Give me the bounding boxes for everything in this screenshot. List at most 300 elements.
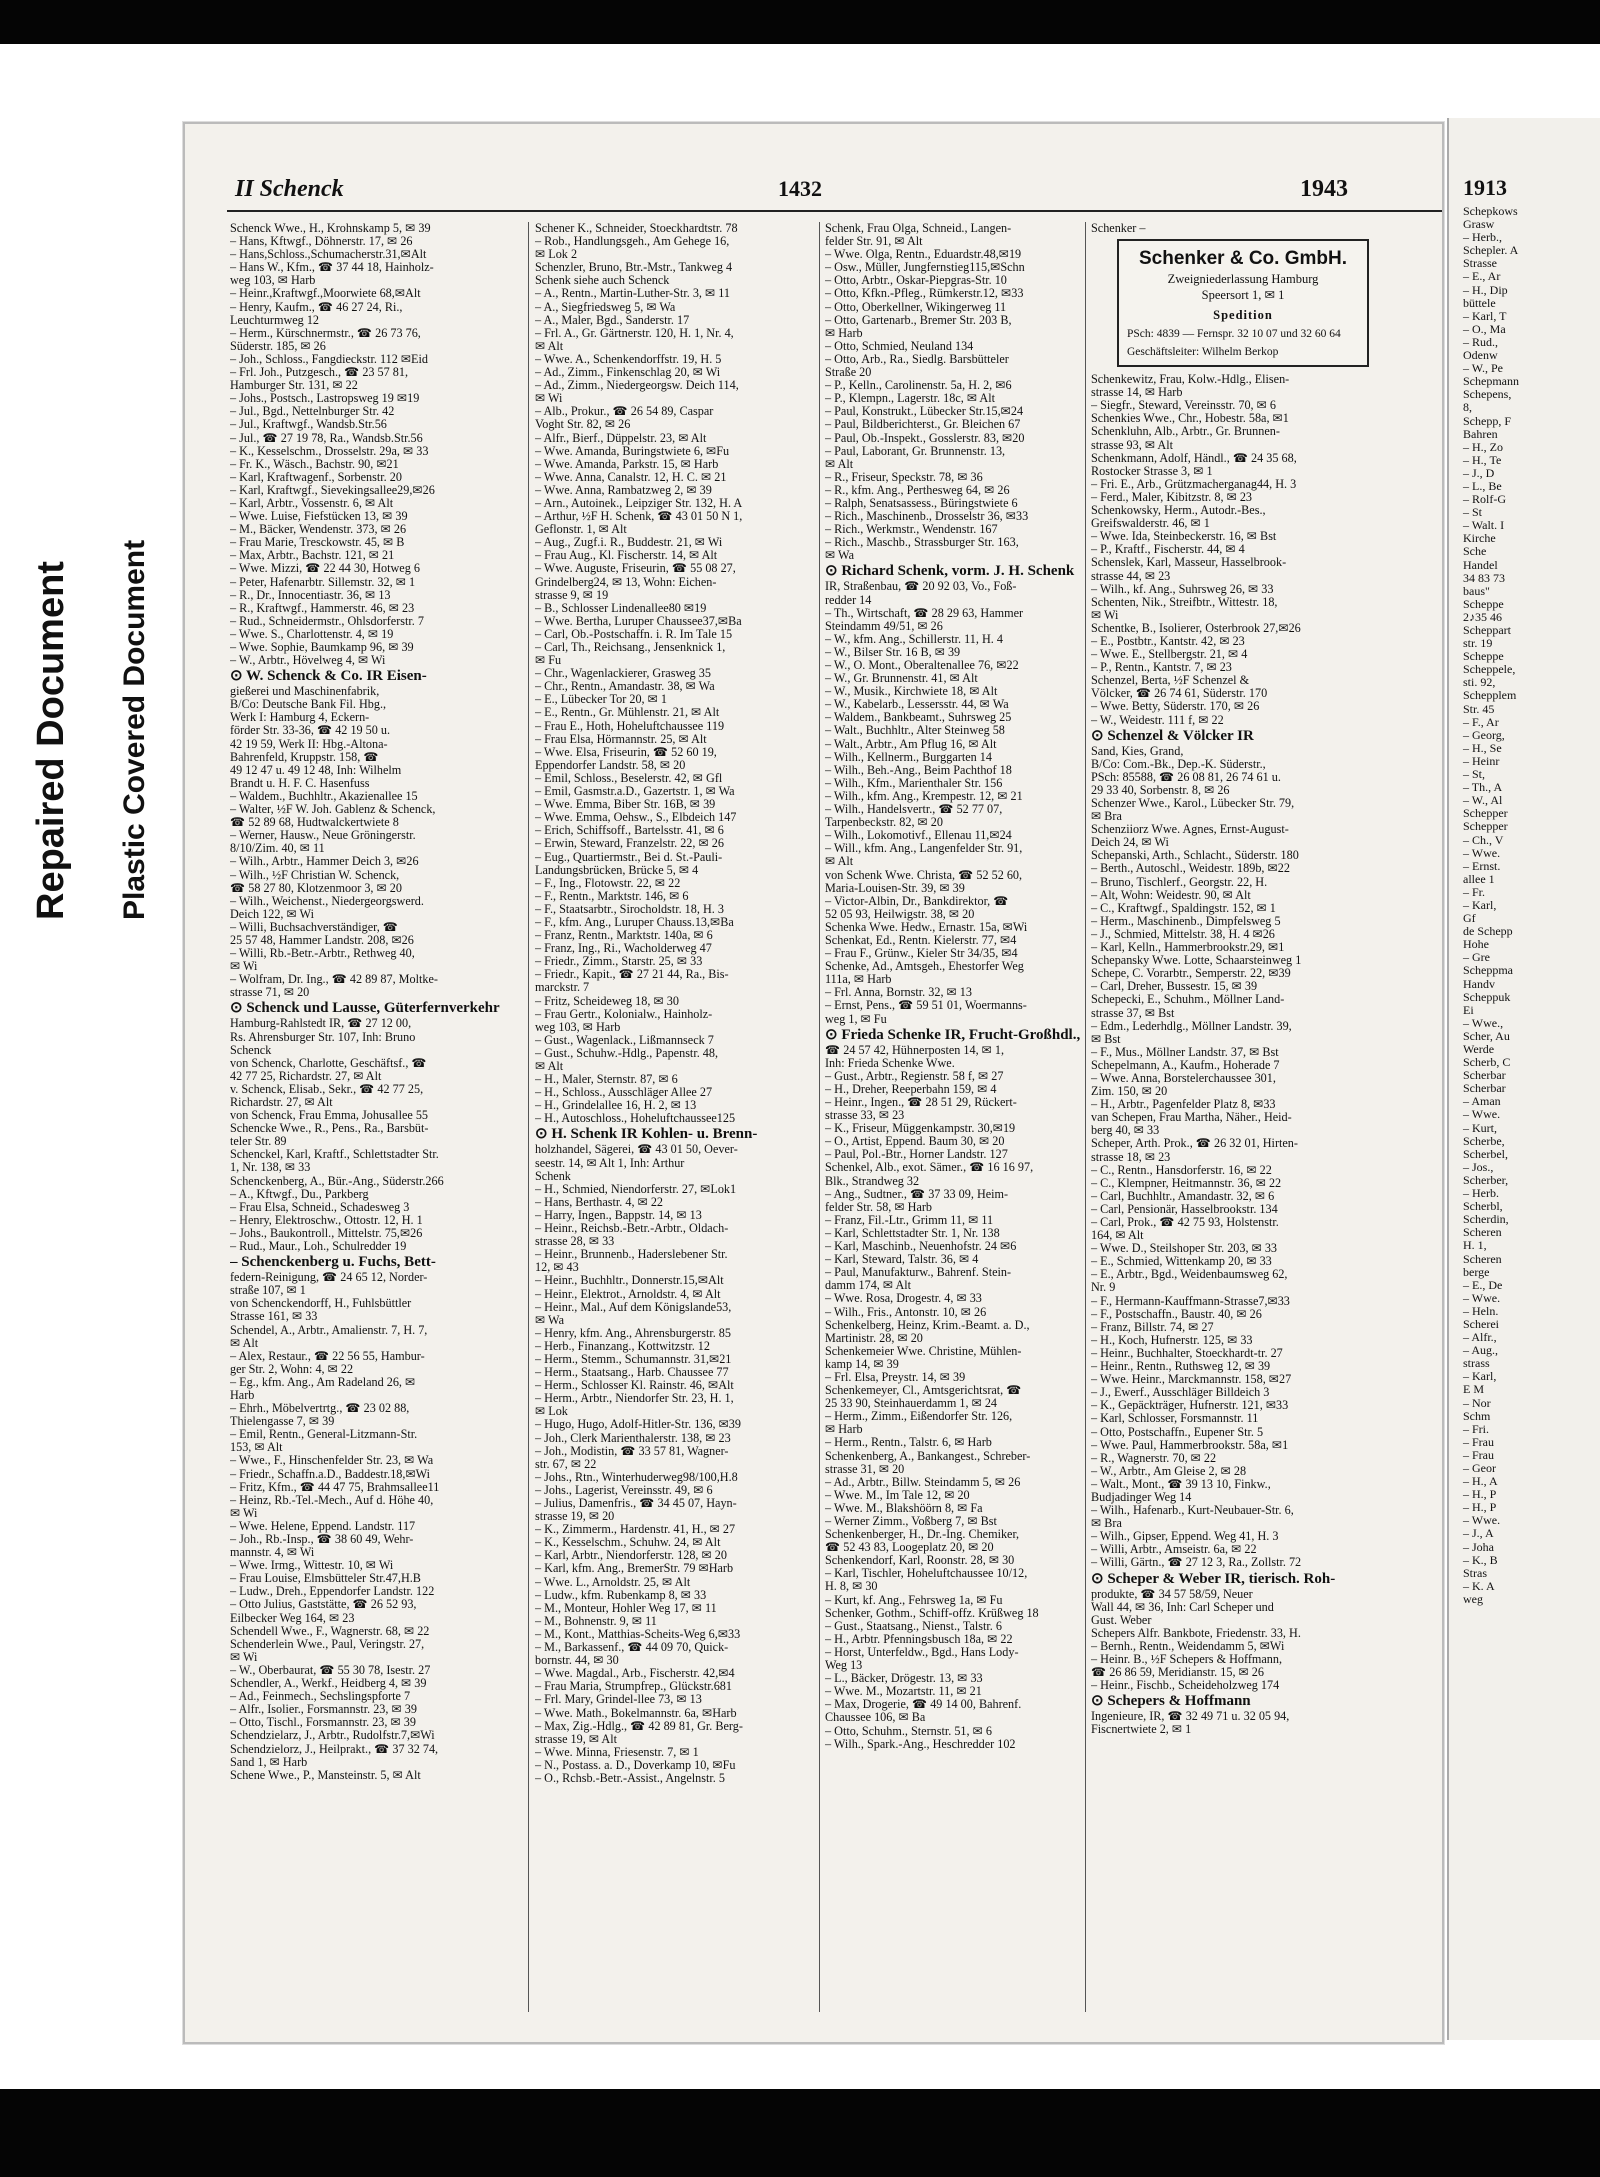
adjacent-entry-line: – H., Se — [1463, 740, 1502, 755]
directory-entry-line: – H., Schmied, Niendorferstr. 27, ✉Lok1 — [535, 1182, 737, 1196]
directory-entry-line: 1, Nr. 138, ✉ 33 — [230, 1161, 311, 1175]
directory-entry-line: strasse 28, ✉ 33 — [535, 1235, 615, 1249]
adjacent-entry-line: – Heln. — [1463, 1303, 1499, 1318]
directory-entry-line: ✉ Alt — [230, 1336, 259, 1350]
directory-entry-line: – Ernst, Pens., ☎ 59 51 01, Woermanns- — [825, 999, 1027, 1013]
adjacent-entry-line: – H., P — [1463, 1500, 1497, 1515]
directory-entry-line: Rs. Ahrensburger Str. 107, Inh: Bruno — [230, 1030, 416, 1044]
directory-entry-line: 49 12 47 u. 49 12 48, Inh: Wilhelm — [230, 763, 402, 777]
directory-entry-line: – Will., kfm. Ang., Langenfelder Str. 91, — [825, 842, 1023, 856]
adjacent-entry-line: berge — [1463, 1264, 1490, 1279]
directory-entry-line: Deich 24, ✉ Wi — [1091, 836, 1169, 850]
column-divider — [528, 222, 529, 2012]
directory-entry-line: – Paul, Pol.-Btr., Horner Landstr. 127 — [825, 1148, 1008, 1162]
directory-entry-line: – Wwe. Bertha, Luruper Chaussee37,✉Ba — [535, 614, 742, 628]
directory-entry-line: – Otto, Schmied, Neuland 134 — [825, 339, 974, 353]
directory-entry-line: – Ad., Zimm., Niedergeorgsw. Deich 114, — [535, 379, 739, 393]
directory-entry-line: Deich 122, ✉ Wi — [230, 907, 314, 921]
directory-entry-line: – Herm., Maschinenb., Dimpfelsweg 5 — [1091, 914, 1281, 928]
directory-entry-line: – Ralph, Senatsassess., Büringstwiete 6 — [825, 496, 1018, 510]
directory-entry-line: – Rud., Schneidermstr., Ohlsdorferstr. 7 — [230, 614, 424, 628]
directory-entry-line: ☎ 52 89 68, Hudtwalckertwiete 8 — [230, 816, 399, 830]
adjacent-entry-line: Odenw — [1463, 348, 1498, 363]
directory-entry-line: ☎ 52 43 83, Loogeplatz 20, ✉ 20 — [825, 1541, 994, 1555]
directory-entry-line: – Wwe. Emma, Biber Str. 16B, ✉ 39 — [535, 798, 716, 812]
directory-entry-line: – Frau Louise, Elmsbütteler Str.47,H.B — [230, 1572, 421, 1586]
directory-entry-line: B/Co: Deutsche Bank Fil. Hbg., — [230, 698, 387, 712]
adjacent-entry-line: büttele — [1463, 295, 1496, 310]
directory-entry-line: – P., Kraftf., Fischerstr. 44, ✉ 4 — [1091, 543, 1245, 557]
directory-entry-line: Hamburg-Rahlstedt IR, ☎ 27 12 00, — [230, 1017, 412, 1031]
directory-entry-line: Völcker, ☎ 26 74 61, Süderstr. 170 — [1091, 687, 1268, 701]
directory-entry-line: – Alex, Restaur., ☎ 22 56 55, Hambur- — [230, 1349, 425, 1363]
directory-entry-line: – Wwe. Amanda, Buringstwiete 6, ✉Fu — [535, 444, 730, 458]
directory-entry-line: – Herm., Schlosser Kl. Rainstr. 46, ✉Alt — [535, 1379, 734, 1393]
directory-entry-line: mannstr. 4, ✉ Wi — [230, 1546, 315, 1560]
directory-entry-line: Schepanski, Arth., Schlacht., Süderstr. 180 — [1091, 849, 1299, 863]
directory-entry-line: Schenckenberg, A., Bür.-Ang., Süderstr.266 — [230, 1174, 444, 1188]
directory-entry-line: ✉ Wa — [535, 1313, 564, 1327]
adjacent-entry-line: Scherbar — [1463, 1068, 1506, 1083]
directory-entry-line: 52 05 93, Heilwigstr. 38, ✉ 20 — [825, 907, 975, 921]
directory-entry-line: strasse 31, ✉ 20 — [825, 1462, 905, 1476]
directory-entry-line: Schepe, C. Vorarbtr., Semperstr. 22, ✉39 — [1091, 967, 1291, 981]
directory-entry-line: Süderstr. 185, ✉ 26 — [230, 339, 326, 353]
directory-entry-line: Schendel, A., Arbtr., Amalienstr. 7, H. 7, — [230, 1323, 428, 1337]
directory-entry-line: Sand 1, ✉ Harb — [230, 1755, 308, 1769]
directory-entry-line: Harb — [230, 1388, 255, 1402]
directory-entry-line: – Hans, Kftwgf., Döhnerstr. 17, ✉ 26 — [230, 235, 413, 249]
directory-entry-line: – Friedr., Zimm., Starstr. 25, ✉ 33 — [535, 955, 703, 969]
directory-entry-line: – Wilh., Arbtr., Hammer Deich 3, ✉26 — [230, 855, 419, 869]
directory-entry-line: v. Schenck, Elisab., Sekr., ☎ 42 77 25, — [230, 1082, 424, 1096]
directory-entry-line: – Bruno, Tischlerf., Georgstr. 22, H. — [1091, 875, 1268, 889]
directory-entry-line: holzhandel, Sägerei, ☎ 43 01 50, Oever- — [535, 1143, 738, 1157]
directory-entry-line: seestr. 14, ✉ Alt 1, Inh: Arthur — [535, 1156, 685, 1170]
directory-entry-line: strasse 33, ✉ 23 — [825, 1109, 905, 1123]
directory-entry-line: – Paul, Ob.-Inspekt., Gosslerstr. 83, ✉20 — [825, 431, 1025, 445]
directory-entry-line: Schene Wwe., P., Mansteinstr. 5, ✉ Alt — [230, 1768, 421, 1782]
directory-entry-line: – Frl. Anna, Bornstr. 32, ✉ 13 — [825, 986, 972, 1000]
directory-entry-line: 164, ✉ Alt — [1091, 1229, 1144, 1243]
adjacent-entry-line: Schepmann — [1463, 374, 1519, 389]
directory-entry-line: – M., Kont., Matthias-Scheits-Weg 6,✉33 — [535, 1627, 741, 1641]
directory-entry-line: – Wilh., kfm. Ang., Krempestr. 12, ✉ 21 — [825, 789, 1023, 803]
directory-entry-line: – Frau Elsa, Schneid., Schadesweg 3 — [230, 1200, 410, 1214]
adjacent-entry-line: Schepler. A — [1463, 243, 1519, 258]
directory-entry-line: – Johs., Postsch., Lastropsweg 19 ✉19 — [230, 392, 420, 406]
directory-entry-line: – Wwe. Emma, Oehsw., S., Elbdeich 147 — [535, 811, 737, 825]
directory-entry-line: – Otto, Arbtr., Oskar-Piepgras-Str. 10 — [825, 274, 1007, 288]
directory-entry-line: ✉ Wi — [1091, 608, 1119, 622]
directory-entry-line: – Heinr., Elektrot., Arnoldstr. 4, ✉ Alt — [535, 1287, 721, 1301]
directory-entry-line: Schenzer Wwe., Karol., Lübecker Str. 79, — [1091, 797, 1295, 810]
adjacent-entry-line: Ei — [1463, 1002, 1474, 1017]
directory-entry-line: – Wwe. A., Schenkendorffstr. 19, H. 5 — [535, 352, 722, 366]
directory-entry-line: – Heinr.,Kraftwgf.,Moorwiete 68,✉Alt — [230, 287, 421, 301]
directory-entry-line: – Wilh., Fris., Antonstr. 10, ✉ 26 — [825, 1305, 987, 1319]
directory-entry-line: strasse 19, ✉ 20 — [535, 1510, 615, 1524]
adjacent-entry-line: Scheppele, — [1463, 662, 1516, 677]
directory-entry-line: strasse 93, ✉ Alt — [1091, 438, 1173, 452]
directory-entry-line: – Herm., Zimm., Eißendorfer Str. 126, — [825, 1410, 1013, 1424]
directory-entry-line: – Erich, Schiffsoff., Bartelsstr. 41, ✉ 6 — [535, 824, 724, 838]
adjacent-entry-line: 8, — [1463, 400, 1472, 415]
directory-entry-line: – Heinr., Buchhalter, Stoeckhardt-tr. 27 — [1091, 1346, 1283, 1360]
directory-entry-line: ⊙ Schenzel & Völcker IR — [1091, 727, 1254, 744]
directory-entry-line: – Wwe. Sophie, Baumkamp 96, ✉ 39 — [230, 641, 414, 654]
directory-entry-line: ⊙ Scheper & Weber IR, tierisch. Roh- — [1091, 1570, 1336, 1587]
directory-entry-line: – Walt., Mont., ☎ 39 13 10, Finkw., — [1091, 1477, 1271, 1491]
directory-entry-line: – Wwe. M., Mozartstr. 11, ✉ 21 — [825, 1685, 982, 1699]
directory-entry-line: ⊙ W. Schenck & Co. IR Eisen- — [230, 668, 427, 685]
directory-entry-line: ✉ Lok — [535, 1405, 568, 1419]
directory-entry-line: Schenten, Nik., Streifbtr., Wittestr. 18, — [1091, 595, 1278, 609]
directory-entry-line: – Frau E., Hoth, Hoheluftchaussee 119 — [535, 719, 725, 733]
directory-entry-line: – Wwe. Luise, Fiefstücken 13, ✉ 39 — [230, 510, 408, 524]
directory-entry-line: – Waldem., Buchhltr., Akazienallee 15 — [230, 789, 418, 803]
directory-entry-line: – H., Arbtr., Pagenfelder Platz 8, ✉33 — [1091, 1098, 1276, 1112]
directory-entry-line: – Rich., Maschinenb., Drosselstr 36, ✉33 — [825, 510, 1029, 524]
directory-entry-line: – F., Ing., Flotowstr. 22, ✉ 22 — [535, 876, 681, 890]
directory-entry-line: – P., Klempn., Lagerstr. 18c, ✉ Alt — [825, 392, 995, 406]
directory-entry-line: – Fritz, Scheideweg 18, ✉ 30 — [535, 994, 679, 1008]
directory-entry-line: – Carl, Ob.-Postschaffn. i. R. Im Tale 15 — [535, 627, 733, 641]
directory-entry-line: Martinistr. 28, ✉ 20 — [825, 1331, 923, 1345]
adjacent-entry-line: Handel — [1463, 557, 1498, 572]
directory-entry-line: Schenk siehe auch Schenck — [535, 274, 670, 288]
directory-entry-line: Tarpenbeckstr. 82, ✉ 20 — [825, 816, 943, 830]
adjacent-entry-line: – F., Ar — [1463, 714, 1499, 729]
directory-entry-line: – Eug., Quartiermstr., Bei d. St.-Pauli- — [535, 850, 723, 864]
directory-entry-line: – Heinr., Ingen., ☎ 28 51 29, Rückert- — [825, 1096, 1017, 1109]
adjacent-entry-line: – K., B — [1463, 1552, 1498, 1567]
directory-entry-line: strasse 37, ✉ Bst — [1091, 1006, 1175, 1020]
directory-entry-line: Schenk, Frau Olga, Schneid., Langen- — [825, 222, 1012, 235]
adjacent-entry-line: Stras — [1463, 1565, 1487, 1580]
directory-entry-line: – Friedr., Kapit., ☎ 27 21 44, Ra., Bis- — [535, 968, 729, 982]
directory-entry-line: produkte, ☎ 34 57 58/59, Neuer — [1091, 1587, 1253, 1601]
directory-entry-line: – Otto, Kfkn.-Pfleg., Rümkerstr.12, ✉33 — [825, 287, 1024, 301]
directory-entry-line: Landungsbrücken, Brücke 5, ✉ 4 — [535, 863, 699, 877]
directory-entry-line: – Joh., Clerk Marienthalerstr. 138, ✉ 23 — [535, 1431, 731, 1445]
directory-entry-line: – Walter, ½F W. Joh. Gablenz & Schenck, — [230, 803, 436, 817]
adjacent-entry-line: H. 1, — [1463, 1238, 1487, 1253]
adjacent-entry-line: Str. 45 — [1463, 701, 1495, 716]
scanner-top-border — [0, 0, 1600, 44]
directory-entry-line: – Frl. Mary, Grindel-llee 73, ✉ 13 — [535, 1693, 702, 1707]
directory-entry-line: – Johs., Baukontroll., Mittelstr. 75,✉26 — [230, 1226, 423, 1240]
directory-entry-line: – Heinr., Reichsb.-Betr.-Arbtr., Oldach- — [535, 1222, 729, 1236]
directory-entry-line: Schenker – — [1091, 222, 1146, 235]
directory-entry-line: – Carl, Dreher, Bussestr. 15, ✉ 39 — [1091, 980, 1258, 994]
directory-entry-line: – Edm., Lederhdlg., Möllner Landstr. 39, — [1091, 1019, 1292, 1033]
directory-entry-line: – Emil, Rentn., General-Litzmann-Str. — [230, 1428, 418, 1442]
directory-entry-line: ✉ Lok 2 — [535, 248, 578, 262]
adjacent-entry-line: – W., Al — [1463, 793, 1503, 808]
directory-entry-line: Wall 44, ✉ 36, Inh: Carl Scheper und — [1091, 1600, 1274, 1614]
directory-entry-line: Blk., Strandweg 32 — [825, 1174, 920, 1188]
directory-entry-line: Rostocker Strasse 3, ✉ 1 — [1091, 464, 1213, 478]
adjacent-entry-line: Scheren — [1463, 1251, 1502, 1266]
column-2 — [535, 222, 827, 2022]
directory-entry-line: ✉ Wi — [230, 1650, 258, 1664]
adjacent-entry-line: Schepper — [1463, 819, 1508, 834]
directory-entry-line: – P., Rentn., Kantstr. 7, ✉ 23 — [1091, 661, 1232, 675]
adjacent-entry-line: de Schepp — [1463, 924, 1513, 939]
adjacent-entry-line: Scher, Au — [1463, 1028, 1510, 1043]
directory-entry-line: – Jul., ☎ 27 19 78, Ra., Wandsb.Str.56 — [230, 431, 423, 445]
directory-entry-line: – H., Koch, Hufnerstr. 125, ✉ 33 — [1091, 1333, 1253, 1347]
directory-entry-line: – Karl, Maschinb., Neuenhofstr. 24 ✉6 — [825, 1240, 1017, 1254]
directory-entry-line: – Paul, Laborant, Gr. Brunnenstr. 13, — [825, 444, 1006, 458]
directory-entry-line: strasse 19, ✉ Alt — [535, 1732, 617, 1746]
directory-entry-line: Schenk — [535, 1169, 571, 1183]
adjacent-entry-line: – Herb., — [1463, 230, 1502, 245]
directory-entry-line: Schenkowsky, Herm., Autodr.-Bes., — [1091, 504, 1266, 518]
directory-entry-line: – Rud., Maur., Loh., Schulredder 19 — [230, 1240, 407, 1254]
directory-entry-line: – Henry, kfm. Ang., Ahrensburgerstr. 85 — [535, 1326, 731, 1340]
directory-entry-line: – Willi, Gärtn., ☎ 27 12 3, Ra., Zollstr. 72 — [1091, 1556, 1302, 1570]
directory-entry-line: Schepelmann, A., Kaufm., Hoherade 7 — [1091, 1058, 1280, 1072]
adjacent-entry-line: Schepp, F — [1463, 413, 1511, 428]
directory-entry-line: – Wwe. Heinr., Marckmannstr. 158, ✉27 — [1091, 1373, 1292, 1387]
directory-entry-line: ✉ Alt — [535, 1060, 564, 1073]
directory-entry-line: ⊙ Richard Schenk, vorm. J. H. Schenk — [825, 563, 1075, 580]
adjacent-entry-line: Scheppe — [1463, 649, 1504, 664]
directory-entry-line: – Paul, Manufakturw., Bahrenf. Stein- — [825, 1266, 1012, 1280]
directory-entry-line: – K., Zimmerm., Hardenstr. 41, H., ✉ 27 — [535, 1523, 736, 1537]
directory-entry-line: – Herb., Finanzang., Kottwitzstr. 12 — [535, 1339, 710, 1353]
directory-entry-line: ⊙ Frieda Schenke IR, Frucht-Großhdl., — [825, 1026, 1081, 1043]
directory-entry-line: – Herm., Staatsang., Harb. Chaussee 77 — [535, 1366, 729, 1380]
ad-subtitle: Zweigniederlassung Hamburg — [1167, 272, 1319, 287]
directory-entry-line: ✉ Bra — [1091, 1517, 1122, 1531]
directory-entry-line: – Franz, Ing., Ri., Wacholderweg 47 — [535, 942, 712, 956]
directory-entry-line: Grindelberg24, ✉ 13, Wohn: Eichen- — [535, 575, 717, 589]
directory-entry-line: – O., Rchsb.-Betr.-Assist., Angelnstr. 5 — [535, 1771, 725, 1785]
directory-entry-line: Schenziiorz Wwe. Agnes, Ernst-August- — [1091, 823, 1289, 837]
adjacent-entry-line: – Walt. I — [1463, 518, 1505, 533]
adjacent-entry-line: – Nor — [1463, 1395, 1491, 1410]
directory-entry-line: ✉ Alt — [825, 855, 854, 869]
directory-entry-line: – Wwe. Auguste, Friseurin, ☎ 55 08 27, — [535, 562, 736, 576]
header-rule — [227, 210, 1442, 212]
directory-entry-line: – R., Kraftwgf., Hammerstr. 46, ✉ 23 — [230, 601, 415, 615]
directory-entry-line: Schenkelberg, Heinz, Krim.-Beamt. a. D., — [825, 1318, 1030, 1332]
adjacent-entry-line: Scheppe — [1463, 596, 1504, 611]
directory-entry-line: – Karl, Arbtr., Vossenstr. 6, ✉ Alt — [230, 496, 394, 510]
directory-entry-line: – Horst, Unterfeldw., Bgd., Hans Lody- — [825, 1645, 1019, 1659]
directory-entry-line: – Wwe. Amanda, Parkstr. 15, ✉ Harb — [535, 457, 719, 471]
directory-entry-line: – L., Bäcker, Drögestr. 13, ✉ 33 — [825, 1672, 983, 1686]
directory-entry-line: Schendzielorz, J., Heilprakt., ☎ 37 32 74, — [230, 1742, 439, 1756]
directory-entry-line: ger Str. 2, Wohn: 4, ✉ 22 — [230, 1362, 354, 1376]
directory-entry-line: IR, Straßenbau, ☎ 20 92 03, Vo., Foß- — [825, 580, 1017, 594]
directory-entry-line: Schenzel, Berta, ½F Schenzel & — [1091, 674, 1250, 688]
directory-entry-line: – Ad., Arbtr., Billw. Steindamm 5, ✉ 26 — [825, 1475, 1021, 1489]
directory-entry-line: – Rich., Maschb., Strassburger Str. 163, — [825, 536, 1019, 550]
directory-entry-line: Eppendorfer Landstr. 58, ✉ 20 — [535, 758, 686, 772]
directory-entry-line: – Heinr., Brunnenb., Haderslebener Str. — [535, 1248, 728, 1262]
directory-entry-line: Schener K., Schneider, Stoeckhardtstr. 78 — [535, 222, 738, 235]
directory-entry-line: – M., Monteur, Hohler Weg 17, ✉ 11 — [535, 1601, 717, 1615]
adjacent-entry-line: – Rud., — [1463, 334, 1499, 349]
directory-entry-line: – Werner Zimm., Voßberg 7, ✉ Bst — [825, 1515, 997, 1528]
directory-entry-line: – K., Kesselschm., Drosselstr. 29a, ✉ 33 — [230, 444, 429, 458]
adjacent-entry-line: – E., De — [1463, 1277, 1503, 1292]
adjacent-entry-line: – Ernst. — [1463, 858, 1501, 873]
directory-entry-line: – W., Weidestr. 111 f, ✉ 22 — [1091, 713, 1224, 727]
directory-entry-line: – Carl, Pensionär, Hasselbrookstr. 134 — [1091, 1202, 1278, 1216]
directory-entry-line: – Friedr., Schaffn.a.D., Baddestr.18,✉Wi — [230, 1467, 431, 1481]
adjacent-entry-line: – Alfr., — [1463, 1330, 1497, 1345]
directory-entry-line: Bahrenfeld, Kruppstr. 158, ☎ — [230, 750, 379, 764]
adjacent-entry-line: Scherei — [1463, 1316, 1499, 1331]
directory-entry-line: – Berth., Autoschl., Weidestr. 189b, ✉22 — [1091, 862, 1290, 876]
directory-entry-line: Weg 13 — [825, 1659, 863, 1673]
directory-entry-line: – Wwe. Rosa, Drogestr. 4, ✉ 33 — [825, 1292, 982, 1306]
directory-entry-line: – Chr., Wagenlackierer, Grasweg 35 — [535, 667, 711, 681]
directory-entry-line: – Willi, Buchsachverständiger, ☎ — [230, 920, 398, 934]
directory-entry-line: – Heinr., Rentn., Ruthsweg 12, ✉ 39 — [1091, 1360, 1271, 1374]
directory-entry-line: – F., kfm. Ang., Luruper Chauss.13,✉Ba — [535, 915, 734, 929]
adjacent-entry-line: – Wwe. — [1463, 1513, 1501, 1528]
directory-entry-line: Inh: Frieda Schenke Wwe. — [825, 1056, 955, 1070]
directory-entry-line: – F., Rentn., Marktstr. 146, ✉ 6 — [535, 889, 689, 903]
directory-entry-line: – W., Kabelarb., Lessersstr. 44, ✉ Wa — [825, 698, 1009, 712]
directory-entry-line: ⊙ H. Schenk IR Kohlen- u. Brenn- — [535, 1126, 758, 1143]
directory-entry-line: – Herm., Kürschnermstr., ☎ 26 73 76, — [230, 326, 421, 340]
directory-entry-line: – Wwe. E., Stellbergstr. 21, ✉ 4 — [1091, 648, 1248, 662]
directory-entry-line: – Ang., Sudtner., ☎ 37 33 09, Heim- — [825, 1187, 1009, 1201]
directory-entry-line: – Emil, Gasmstr.a.D., Gazertstr. 1, ✉ Wa — [535, 785, 735, 799]
directory-entry-line: – Ludw., kfm. Rubenkamp 8, ✉ 33 — [535, 1588, 707, 1602]
adjacent-entry-line: Grasw — [1463, 217, 1495, 232]
directory-entry-line: – Otto, Oberkellner, Wikingerweg 11 — [825, 300, 1007, 314]
directory-entry-line: Schenckel, Karl, Kraftf., Schlettstadter Str. — [230, 1148, 439, 1162]
directory-entry-line: – Wilh., Kfm., Marienthaler Str. 156 — [825, 776, 1003, 790]
adjacent-entry-line: – Fri. — [1463, 1421, 1490, 1436]
directory-entry-line: – Hugo, Hugo, Adolf-Hitler-Str. 136, ✉39 — [535, 1418, 741, 1432]
directory-entry-line: Schendler, A., Werkf., Heidberg 4, ✉ 39 — [230, 1677, 427, 1691]
directory-entry-line: strasse 18, ✉ 23 — [1091, 1150, 1171, 1164]
directory-entry-line: ✉ Fu — [535, 654, 562, 668]
adjacent-entry-line: – H., A — [1463, 1474, 1498, 1489]
directory-entry-line: strasse 14, ✉ Harb — [1091, 386, 1183, 400]
adjacent-entry-line: – Kurt, — [1463, 1120, 1497, 1135]
adjacent-entry-line: Schepplem — [1463, 688, 1517, 703]
directory-entry-line: – Wwe. Mizzi, ☎ 22 44 30, Hotweg 6 — [230, 562, 420, 576]
directory-entry-line: Schenka Wwe. Hedw., Ernastr. 15a, ✉Wi — [825, 920, 1028, 934]
directory-entry-line: – Frl. A., Gr. Gärtnerstr. 120, H. 1, Nr. 4, — [535, 326, 734, 340]
adjacent-entry-line: Scherdin, — [1463, 1212, 1509, 1227]
directory-entry-line: felder Str. 91, ✉ Alt — [825, 235, 923, 249]
directory-entry-line: – F., Staatsarbtr., Sirocholdstr. 18, H. 3 — [535, 902, 724, 916]
directory-entry-line: – Karl, Kelln., Hammerbrookstr.29, ✉1 — [1091, 941, 1285, 955]
adjacent-entry-line: E M — [1463, 1382, 1484, 1397]
directory-entry-line: – Eg., kfm. Ang., Am Radeland 26, ✉ — [230, 1375, 416, 1389]
directory-entry-line: – Ludw., Dreh., Eppendorfer Landstr. 122 — [230, 1585, 435, 1599]
directory-entry-line: ☎ 24 57 42, Hühnerposten 14, ✉ 1, — [825, 1043, 1005, 1057]
directory-entry-line: – Wwe. Elsa, Friseurin, ☎ 52 60 19, — [535, 745, 717, 759]
directory-entry-line: str. 67, ✉ 22 — [535, 1457, 597, 1471]
directory-entry-line: 29 33 40, Sorbenstr. 8, ✉ 26 — [1091, 783, 1230, 797]
directory-entry-line: ☎ 26 86 59, Meridianstr. 15, ✉ 26 — [1091, 1666, 1264, 1680]
directory-entry-line: Gust. Weber — [1091, 1613, 1152, 1627]
directory-entry-line: – Wwe., F., Hinschenfelder Str. 23, ✉ Wa — [230, 1454, 434, 1468]
directory-entry-line: Nr. 9 — [1091, 1281, 1116, 1295]
adjacent-entry-line: – H., P — [1463, 1487, 1497, 1502]
adjacent-entry-line: – Karl, — [1463, 1369, 1497, 1384]
adjacent-entry-line: strass — [1463, 1356, 1490, 1371]
directory-entry-line: – Waldem., Bankbeamt., Suhrsweg 25 — [825, 711, 1012, 725]
ad-phone: PSch: 4839 — Fernspr. 32 10 07 und 32 60 64 — [1127, 328, 1341, 341]
column-1 — [230, 222, 522, 2022]
directory-entry-line: – Alfr., Isolier., Forsmannstr. 23, ✉ 39 — [230, 1703, 417, 1717]
directory-entry-line: Schenkemeier Wwe. Christine, Mühlen- — [825, 1344, 1022, 1358]
directory-entry-line: – Wwe. Minna, Friesenstr. 7, ✉ 1 — [535, 1745, 699, 1759]
adjacent-entry-line: – Fr. — [1463, 884, 1486, 899]
directory-entry-line: – Wilh., Lokomotivf., Ellenau 11,✉24 — [825, 829, 1012, 843]
adjacent-entry-line: – Karl, — [1463, 897, 1497, 912]
adjacent-entry-line: Bahren — [1463, 426, 1498, 441]
directory-entry-line: – Paul, Konstrukt., Lübecker Str.15,✉24 — [825, 405, 1024, 419]
directory-entry-line: – F., Hermann-Kauffmann-Strasse7,✉33 — [1091, 1294, 1290, 1308]
directory-entry-line: – Siegfr., Steward, Vereinsstr. 70, ✉ 6 — [1091, 399, 1276, 413]
directory-entry-line: – Karl, kfm. Ang., BremerStr. 79 ✉Harb — [535, 1562, 734, 1576]
directory-entry-line: – Gust., Schuhw.-Hdlg., Papenstr. 48, — [535, 1046, 719, 1060]
directory-entry-line: 8/10/Zim. 40, ✉ 11 — [230, 842, 325, 856]
adjacent-entry-line: Scherbel, — [1463, 1146, 1508, 1161]
directory-entry-line: – Wwe. M., Blakshöörn 8, ✉ Fa — [825, 1501, 983, 1515]
directory-entry-line: – Erwin, Steward, Franzelstr. 22, ✉ 26 — [535, 837, 724, 851]
ad-title: Schenker & Co. GmbH. — [1139, 248, 1347, 270]
directory-entry-line: Schenck Wwe., H., Krohnskamp 5, ✉ 39 — [230, 222, 431, 235]
directory-entry-line: Schenkat, Ed., Rentn. Kielerstr. 77, ✉4 — [825, 933, 1017, 947]
directory-entry-line: – Peter, Hafenarbtr. Sillemstr. 32, ✉ 1 — [230, 575, 416, 589]
directory-entry-line: Schenzler, Bruno, Btr.-Mstr., Tankweg 4 — [535, 261, 733, 275]
directory-entry-line: Werk I: Hamburg 4, Eckern- — [230, 711, 370, 725]
directory-entry-line: – Hans W., Kfm., ☎ 37 44 18, Hainholz- — [230, 261, 434, 275]
directory-entry-line: teler Str. 89 — [230, 1135, 287, 1149]
adjacent-entry-line: Strasse — [1463, 256, 1497, 271]
directory-entry-line: – Hans,Schloss.,Schumacherstr.31,✉Alt — [230, 248, 427, 262]
directory-entry-line: – Joh., Modistin, ☎ 33 57 81, Wagner- — [535, 1444, 729, 1458]
directory-entry-line: – Frau F., Grünw., Kieler Str 34/35, ✉4 — [825, 947, 1018, 961]
column-4 — [1091, 222, 1431, 2022]
adjacent-entry-line: – K. A — [1463, 1578, 1495, 1593]
directory-entry-line: – Paul, Bildberichterst., Gr. Bleichen 67 — [825, 418, 1021, 432]
directory-entry-line: förder Str. 33-36, ☎ 42 19 50 u. — [230, 724, 391, 738]
directory-entry-line: – R., Friseur, Speckstr. 78, ✉ 36 — [825, 470, 983, 484]
directory-entry-line: – E., Schmied, Wittenkamp 20, ✉ 33 — [1091, 1255, 1272, 1269]
directory-entry-line: Fiscnertwiete 2, ✉ 1 — [1091, 1723, 1192, 1737]
directory-entry-line: – Jul., Bgd., Nettelnburger Str. 42 — [230, 405, 395, 419]
directory-entry-line: – Carl, Th., Reichsang., Jensenknick 1, — [535, 641, 726, 654]
directory-entry-line: ✉ Bra — [1091, 810, 1122, 824]
directory-entry-line: – Wilh., Beh.-Ang., Beim Pachthof 18 — [825, 763, 1012, 777]
adjacent-entry-line: – Aug., — [1463, 1343, 1499, 1358]
adjacent-entry-line: Scherber, — [1463, 1172, 1509, 1187]
directory-entry-line: – Herm., Arbtr., Niendorfer Str. 23, H. 1, — [535, 1392, 734, 1406]
directory-entry-line: – Wwe. Helene, Eppend. Landstr. 117 — [230, 1519, 416, 1533]
directory-entry-line: Schencke Wwe., R., Pens., Ra., Barsbüt- — [230, 1122, 429, 1136]
directory-entry-line: – Frau Maria, Strumpfrep., Glückstr.681 — [535, 1680, 732, 1694]
directory-entry-line: – J., Ewerf., Ausschläger Billdeich 3 — [1091, 1386, 1270, 1400]
directory-entry-line: – Bernh., Rentn., Weidendamm 5, ✉Wi — [1091, 1639, 1285, 1653]
directory-entry-line: – Wwe. M., Im Tale 12, ✉ 20 — [825, 1488, 970, 1502]
